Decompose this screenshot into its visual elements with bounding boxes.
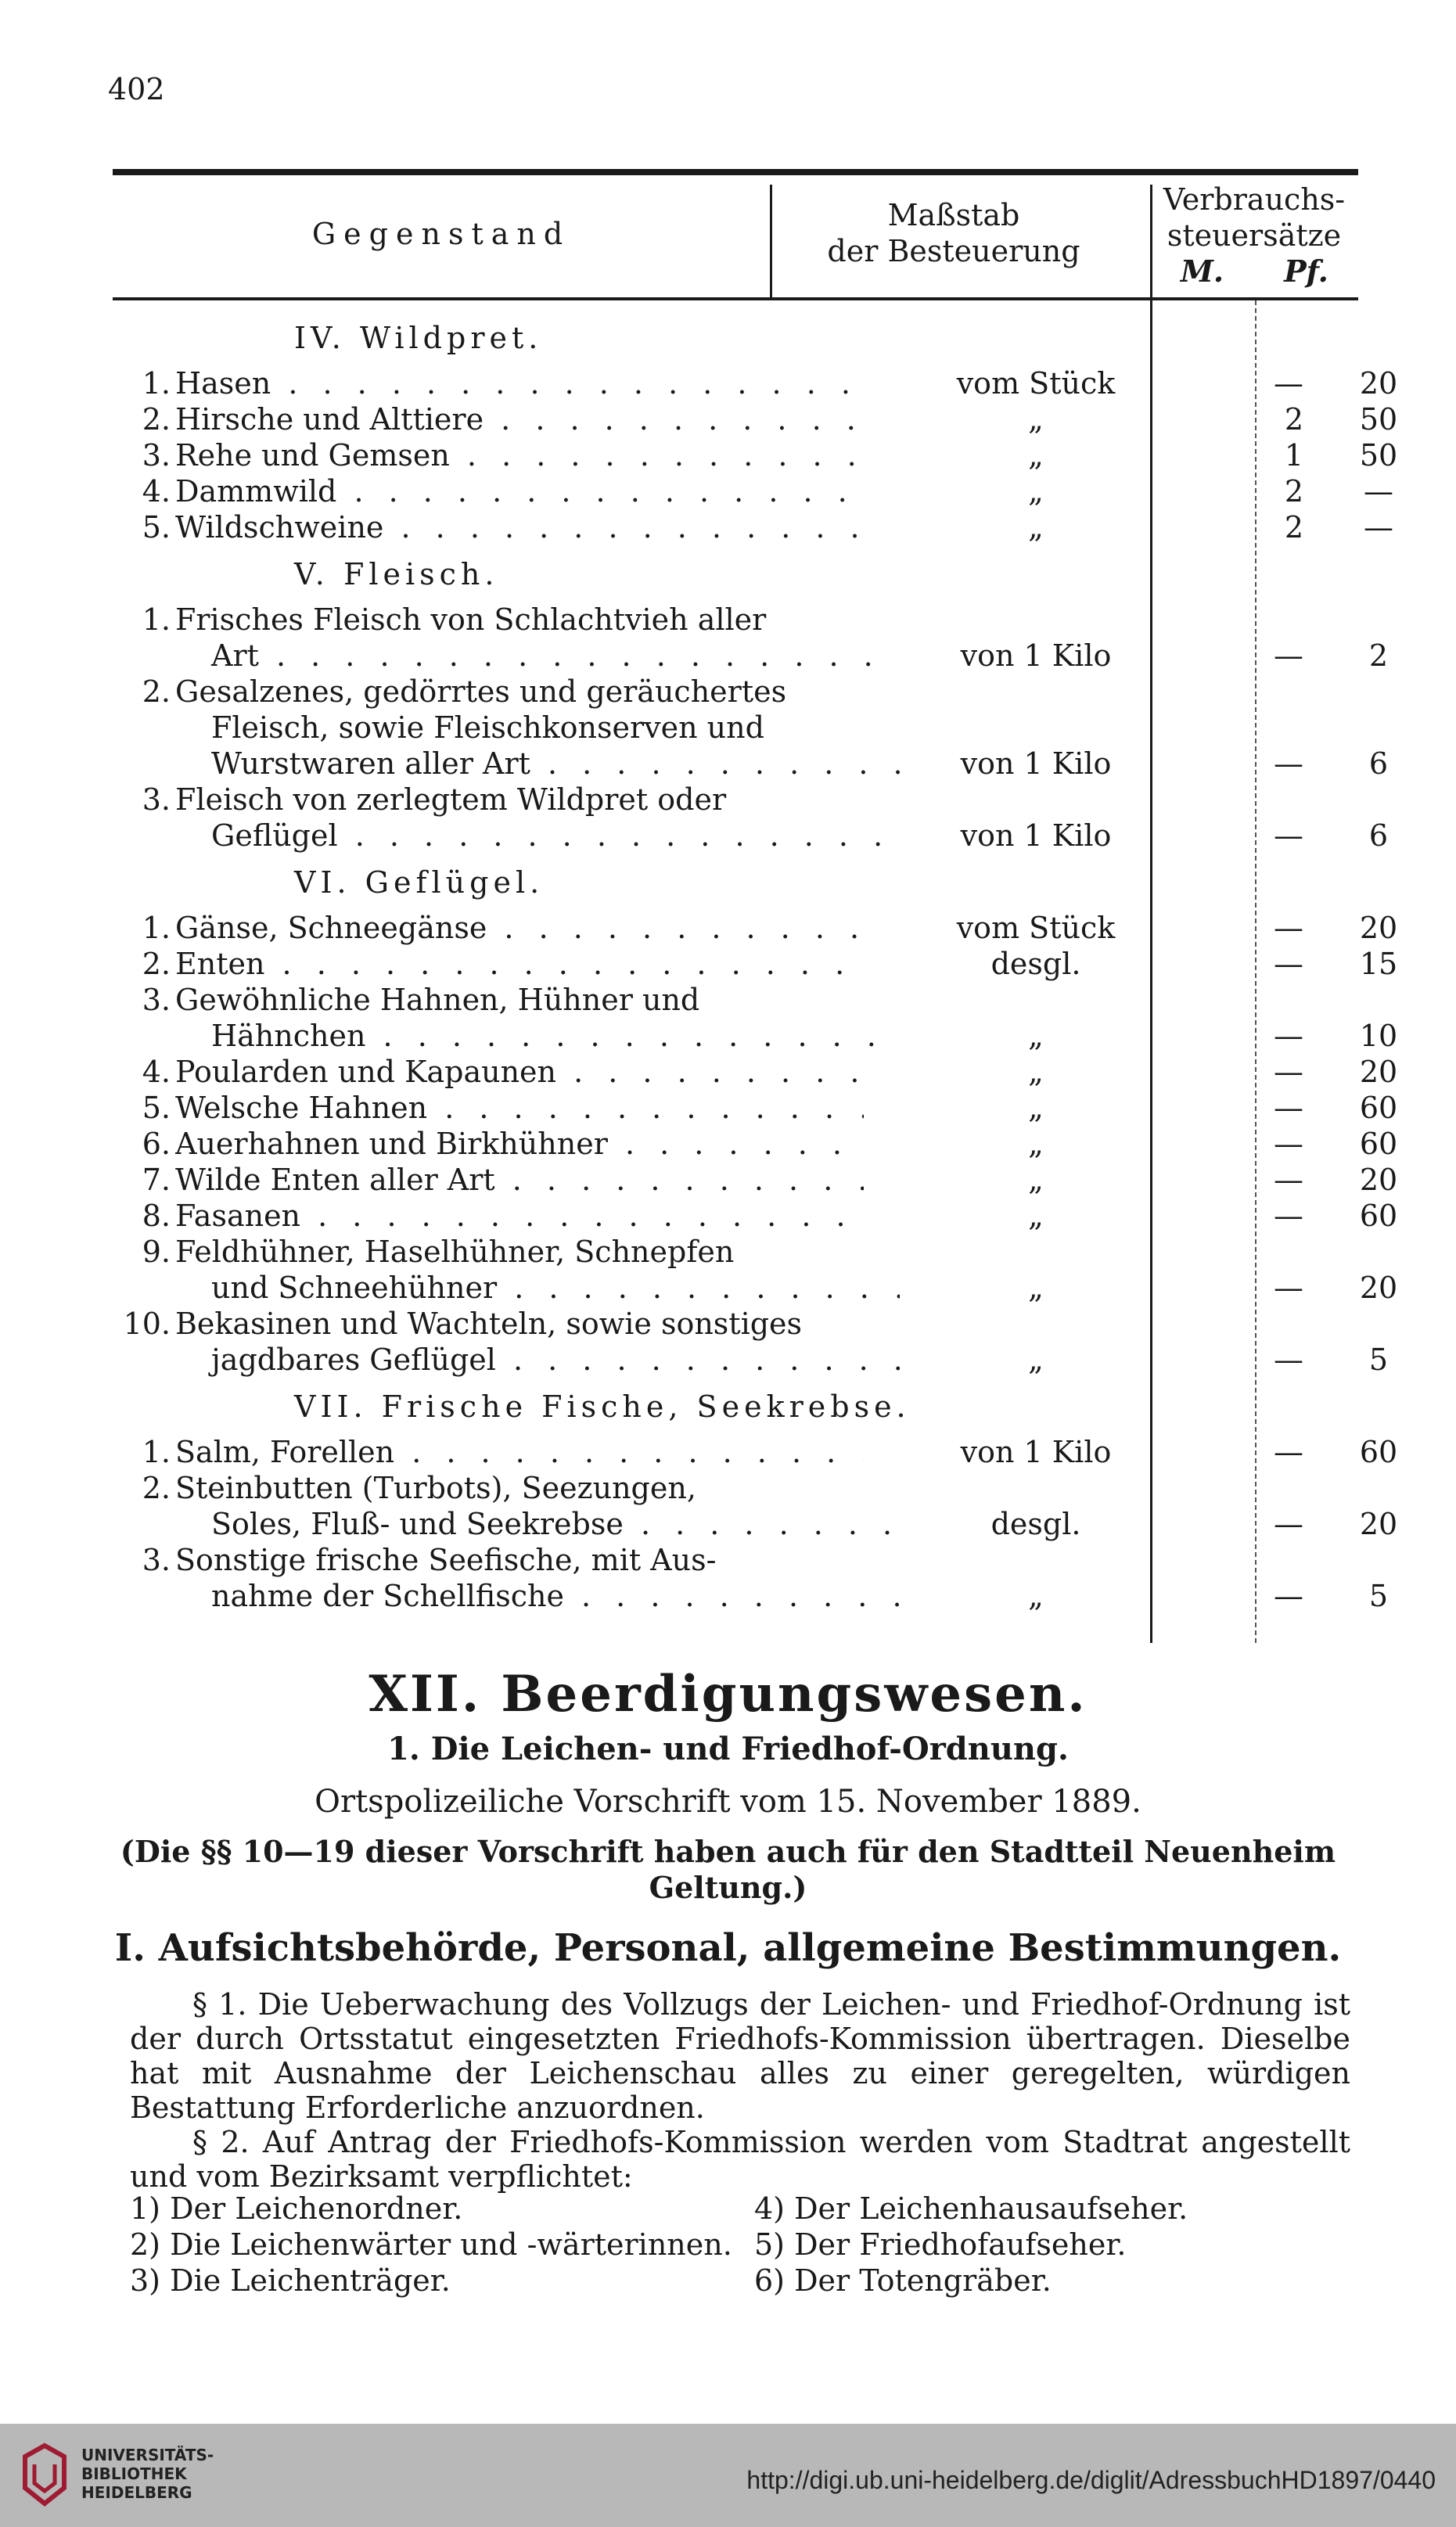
row-pf: 60: [1359, 1127, 1398, 1161]
row-subject: Frisches Fleisch von Schlachtvieh aller: [175, 602, 767, 637]
row-basis: „: [1028, 1127, 1044, 1161]
table-row: [119, 1543, 1371, 1579]
row-mark: —: [1274, 911, 1303, 945]
list-item: 5) Der Friedhofaufseher.: [754, 2227, 1127, 2262]
row-subject: Wurstwaren aller Art . .: [175, 746, 900, 781]
row-mark: 2: [1284, 474, 1303, 509]
row-mark: —: [1274, 638, 1303, 673]
row-subject: Poularden und Kapaunen . .: [175, 1055, 864, 1089]
section-title: V. Fleisch.: [294, 557, 499, 591]
section-title: VII. Frische Fische, Seekrebse.: [294, 1389, 911, 1424]
row-mark: —: [1274, 1199, 1303, 1233]
row-number: 3.: [142, 782, 171, 817]
list-item: 2) Die Leichenwärter und -wärterinnen.: [130, 2227, 732, 2262]
row-basis: „: [1028, 510, 1044, 545]
row-pf: 20: [1359, 1507, 1398, 1541]
row-pf: 60: [1359, 1435, 1398, 1469]
row-basis: „: [1028, 1579, 1044, 1613]
row-subject: Dammwild . .: [175, 474, 864, 509]
table-row: [119, 402, 1398, 438]
list-item: 3) Die Leichenträger.: [130, 2263, 451, 2298]
row-subject: Gewöhnliche Hahnen, Hühner und: [175, 983, 700, 1017]
table-row: [119, 710, 1371, 746]
row-number: 4.: [142, 474, 171, 509]
table-row: [119, 1507, 1398, 1543]
column-divider-1: [770, 185, 772, 300]
library-logo-icon: [17, 2441, 72, 2508]
table-row: [119, 782, 1371, 818]
table-header-subject: Gegenstand: [311, 217, 571, 251]
row-subject: und Schneehühner . .: [175, 1271, 900, 1305]
row-mark: —: [1274, 1055, 1303, 1089]
row-pf: 15: [1359, 947, 1398, 981]
row-subject: jagdbares Geflügel . .: [175, 1343, 900, 1377]
table-header-rates-line2: steuersätze: [1167, 218, 1342, 253]
row-mark: —: [1274, 746, 1303, 781]
list-item: 6) Der Totengräber.: [754, 2263, 1052, 2298]
table-row: [119, 1307, 1371, 1343]
table-row: [119, 1055, 1398, 1091]
section-title: IV. Wildpret.: [294, 321, 543, 355]
row-pf: 60: [1359, 1091, 1398, 1125]
row-subject: Salm, Forellen . .: [175, 1435, 864, 1469]
table-row: [119, 983, 1371, 1019]
row-basis: von 1 Kilo: [960, 746, 1112, 781]
table-row: [119, 1127, 1398, 1163]
list-item: 1) Der Leichenordner.: [130, 2191, 463, 2226]
row-basis: „: [1028, 1091, 1044, 1125]
row-basis: vom Stück: [956, 911, 1116, 945]
page-number: 402: [108, 72, 165, 106]
applicability-note-line2: Geltung.): [649, 1870, 807, 1905]
row-subject: Fasanen . .: [175, 1199, 864, 1233]
currency-mark: M.: [1180, 253, 1224, 289]
footer-bar: [0, 2424, 1456, 2527]
row-subject: Art . .: [175, 638, 900, 673]
row-mark: —: [1274, 1343, 1303, 1377]
table-row: [119, 602, 1371, 638]
row-basis: „: [1028, 1199, 1044, 1233]
row-number: 2.: [142, 1471, 171, 1505]
row-subject: Gänse, Schneegänse . .: [175, 911, 864, 945]
table-row: [119, 947, 1398, 983]
row-basis: „: [1028, 402, 1044, 437]
row-subject: Wilde Enten aller Art . .: [175, 1163, 864, 1197]
row-basis: desgl.: [990, 1507, 1081, 1541]
table-header-rates: [1150, 182, 1358, 289]
row-pf: 60: [1359, 1199, 1398, 1233]
section-title: VI. Geflügel.: [294, 865, 545, 900]
applicability-note-line1: (Die §§ 10—19 dieser Vorschrift haben auch für den Stadtteil Neuenheim: [120, 1834, 1336, 1869]
row-mark: 2: [1284, 402, 1303, 437]
table-row: [119, 1091, 1398, 1127]
footer-url[interactable]: http://digi.ub.uni-heidelberg.de/diglit/AdressbuchHD1897/0440: [746, 2466, 1436, 2494]
row-basis: von 1 Kilo: [960, 638, 1112, 673]
row-basis: von 1 Kilo: [960, 818, 1112, 853]
table-header-rates-line1: Verbrauchs-: [1163, 182, 1346, 217]
table-header-basis: [770, 197, 1138, 269]
logo-line-2: BIBLIOTHEK: [81, 2464, 187, 2483]
table-row: [119, 1435, 1398, 1471]
row-pf: 5: [1368, 1579, 1389, 1613]
row-mark: —: [1274, 1127, 1303, 1161]
row-subject: Feldhühner, Haselhühner, Schnepfen: [175, 1235, 735, 1269]
row-number: 4.: [142, 1055, 171, 1089]
row-basis: „: [1028, 1271, 1044, 1305]
row-pf: 6: [1368, 818, 1389, 853]
row-subject: Auerhahnen und Birkhühner . .: [175, 1127, 864, 1161]
table-row: [119, 911, 1398, 947]
row-subject: Geflügel . .: [175, 818, 900, 853]
row-number: 6.: [142, 1127, 171, 1161]
row-number: 1.: [142, 911, 171, 945]
row-pf: 2: [1368, 638, 1389, 673]
table-row: [119, 638, 1389, 674]
row-pf: 20: [1359, 1163, 1398, 1197]
table-top-rule: [113, 169, 1358, 175]
library-logo-text: [81, 2446, 214, 2502]
table-row: [119, 1235, 1371, 1271]
row-subject: Steinbutten (Turbots), Seezungen,: [175, 1471, 696, 1505]
row-subject: Welsche Hahnen . .: [175, 1091, 864, 1125]
row-mark: —: [1274, 947, 1303, 981]
row-basis: „: [1028, 438, 1044, 473]
row-mark: —: [1274, 1019, 1303, 1053]
table-header-rule: [113, 297, 1358, 300]
row-number: 8.: [142, 1199, 171, 1233]
row-mark: —: [1274, 366, 1303, 401]
chapter-subtitle: 1. Die Leichen- und Friedhof-Ordnung.: [387, 1731, 1069, 1767]
row-subject: Rehe und Gemsen . .: [175, 438, 864, 473]
row-subject: Hähnchen . .: [175, 1019, 900, 1053]
row-number: 9.: [142, 1235, 171, 1269]
row-pf: 6: [1368, 746, 1389, 781]
chapter-title: XII. Beerdigungswesen.: [368, 1665, 1088, 1724]
row-pf: 10: [1359, 1019, 1398, 1053]
row-basis: „: [1028, 1163, 1044, 1197]
row-subject: Hasen . .: [175, 366, 864, 401]
row-subject: Gesalzenes, gedörrtes und geräuchertes: [175, 674, 787, 709]
paragraph-2: § 2. Auf Antrag der Friedhofs-Kommission werden vom Stadtrat angestellt und vom Bezirksamt verpflichtet:: [130, 2125, 1350, 2194]
table-row: [119, 510, 1393, 546]
table-row: [119, 1199, 1398, 1235]
table-row: [119, 1579, 1389, 1615]
row-pf: 20: [1359, 1271, 1398, 1305]
table-row: [119, 818, 1389, 854]
row-pf: 20: [1359, 366, 1398, 401]
row-basis: vom Stück: [956, 366, 1116, 401]
row-subject: Enten . .: [175, 947, 864, 981]
row-pf: 5: [1368, 1343, 1389, 1377]
row-subject: Sonstige frische Seefische, mit Aus-: [175, 1543, 717, 1577]
row-mark: 2: [1284, 510, 1303, 545]
row-basis: desgl.: [990, 947, 1081, 981]
row-subject: Soles, Fluß- und Seekrebse . .: [175, 1507, 900, 1541]
table-row: [119, 1163, 1398, 1199]
regulation-line: Ortspolizeiliche Vorschrift vom 15. November 1889.: [315, 1784, 1141, 1820]
list-item: 4) Der Leichenhausaufseher.: [754, 2191, 1188, 2226]
row-number: 7.: [142, 1163, 171, 1197]
personnel-list-right: [754, 2191, 1188, 2299]
row-mark: —: [1274, 1435, 1303, 1469]
row-number: 5.: [142, 1091, 171, 1125]
table-row: [119, 746, 1389, 782]
section-heading: I. Aufsichtsbehörde, Personal, allgemeine Bestimmungen.: [114, 1926, 1342, 1970]
table-header-basis-line1: Maßstab: [887, 198, 1020, 232]
row-number: 2.: [142, 947, 171, 981]
row-basis: „: [1028, 1019, 1044, 1053]
row-mark: —: [1274, 1507, 1303, 1541]
row-basis: „: [1028, 1055, 1044, 1089]
row-mark: —: [1274, 818, 1303, 853]
logo-line-3: HEIDELBERG: [81, 2483, 192, 2502]
table-row: [119, 1019, 1398, 1055]
row-number: 3.: [142, 983, 171, 1017]
row-basis: „: [1028, 474, 1044, 509]
row-basis: „: [1028, 1343, 1044, 1377]
row-subject: Wildschweine . .: [175, 510, 864, 545]
row-subject: Fleisch von zerlegtem Wildpret oder: [175, 782, 727, 817]
row-subject: Hirsche und Alttiere . .: [175, 402, 864, 437]
personnel-list-left: [130, 2191, 732, 2299]
row-subject: Fleisch, sowie Fleischkonserven und: [211, 710, 764, 745]
currency-pf: Pf.: [1284, 253, 1328, 289]
logo-line-1: UNIVERSITÄTS-: [81, 2446, 214, 2464]
row-subject: nahme der Schellfische . .: [175, 1579, 900, 1613]
row-number: 1.: [142, 1435, 171, 1469]
row-number: 3.: [142, 1543, 171, 1577]
row-mark: —: [1274, 1271, 1303, 1305]
row-pf: 50: [1359, 402, 1398, 437]
table-row: [119, 1343, 1389, 1379]
row-mark: —: [1274, 1579, 1303, 1613]
row-pf: 20: [1359, 911, 1398, 945]
row-subject: Bekasinen und Wachteln, sowie sonstiges: [175, 1307, 803, 1341]
row-pf: —: [1364, 510, 1393, 545]
table-row: [119, 366, 1398, 402]
row-number: 1.: [142, 366, 171, 401]
row-mark: —: [1274, 1163, 1303, 1197]
row-number: 1.: [142, 602, 171, 637]
row-number: 5.: [142, 510, 171, 545]
table-row: [119, 1271, 1398, 1307]
row-mark: —: [1274, 1091, 1303, 1125]
row-pf: —: [1364, 474, 1393, 509]
row-number: 2.: [142, 402, 171, 437]
table-header-currency: [1150, 253, 1358, 289]
row-basis: von 1 Kilo: [960, 1435, 1112, 1469]
table-row: [119, 674, 1371, 710]
row-mark: 1: [1284, 438, 1303, 473]
row-number: 2.: [142, 674, 171, 709]
row-number: 10.: [123, 1307, 171, 1341]
paragraph-1: § 1. Die Ueberwachung des Vollzugs der Leichen- und Friedhof-Ordnung ist der durch Ortsstatut eingesetzten Friedhofs-Kommission übertragen. Dieselbe hat mit Ausnahme der Leichenschau alles zu einer geregelten, würdigen Bestattung Erforderliche anzuordnen.: [130, 1987, 1350, 2125]
row-number: 3.: [142, 438, 171, 473]
table-row: [119, 1471, 1371, 1507]
row-pf: 50: [1359, 438, 1398, 473]
row-pf: 20: [1359, 1055, 1398, 1089]
table-row: [119, 474, 1393, 510]
table-header-basis-line2: der Besteuerung: [827, 234, 1080, 268]
table-row: [119, 438, 1398, 474]
